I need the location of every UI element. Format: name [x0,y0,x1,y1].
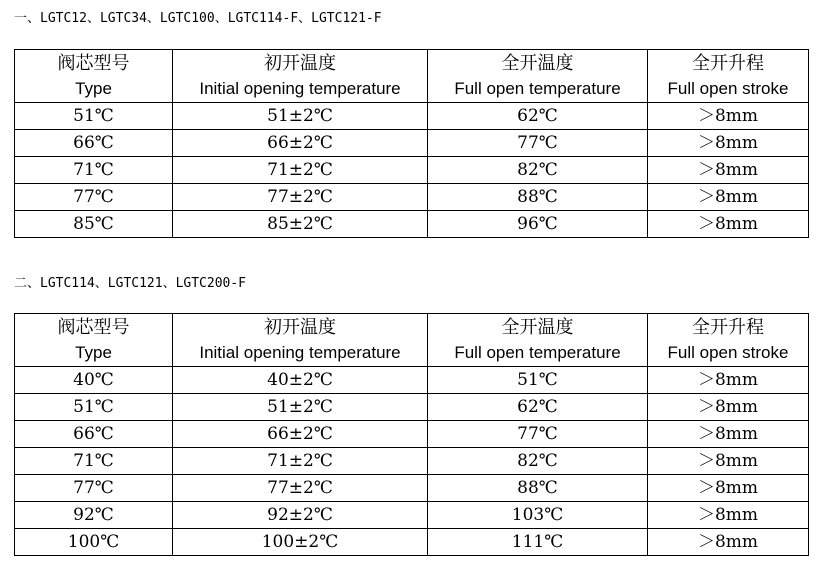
cell-full-open-stroke: ＞8mm [648,103,809,130]
cell-full-open-temperature: 77℃ [428,130,648,157]
column-header-initial-opening-temperature [173,314,428,367]
cell-type: 77℃ [15,475,173,502]
cell-full-open-stroke: ＞8mm [648,184,809,211]
section-2-caption: 二、LGTC114、LGTC121、LGTC200-F [14,276,247,291]
table-row [15,184,809,211]
cell-initial-opening-temperature: 100±2℃ [173,529,428,556]
column-header-cn: 全开升程 [692,53,764,74]
cell-full-open-temperature: 62℃ [428,103,648,130]
cell-type: 71℃ [15,157,173,184]
cell-initial-opening-temperature: 71±2℃ [173,448,428,475]
cell-full-open-temperature: 51℃ [428,367,648,394]
column-header-en: Type [75,79,112,98]
cell-full-open-stroke: ＞8mm [648,394,809,421]
cell-full-open-stroke: ＞8mm [648,130,809,157]
column-header-cn: 初开温度 [264,53,336,74]
table-header-row [15,50,809,103]
table-row [15,103,809,130]
column-header-type [15,314,173,367]
column-header-cn: 全开温度 [501,317,574,338]
cell-type: 51℃ [15,103,173,130]
cell-full-open-stroke: ＞8mm [648,367,809,394]
cell-full-open-temperature: 82℃ [428,157,648,184]
column-header-cn: 阀芯型号 [57,53,130,74]
column-header-cn: 阀芯型号 [57,317,130,338]
cell-type: 77℃ [15,184,173,211]
column-header-cn: 全开温度 [501,53,574,74]
cell-initial-opening-temperature: 51±2℃ [173,394,428,421]
column-header-type [15,50,173,103]
cell-full-open-temperature: 88℃ [428,184,648,211]
cell-initial-opening-temperature: 77±2℃ [173,184,428,211]
cell-full-open-stroke: ＞8mm [648,502,809,529]
table-row [15,475,809,502]
cell-type: 40℃ [15,367,173,394]
spec-table-1 [14,49,809,238]
column-header-en: Initial opening temperature [199,343,401,362]
table-row [15,529,809,556]
cell-full-open-stroke: ＞8mm [648,211,809,238]
cell-type: 71℃ [15,448,173,475]
cell-full-open-temperature: 111℃ [428,529,648,556]
column-header-en: Full open temperature [454,343,621,362]
column-header-en: Full open temperature [454,79,621,98]
cell-type: 85℃ [15,211,173,238]
column-header-en: Type [75,343,112,362]
cell-full-open-stroke: ＞8mm [648,157,809,184]
table-row [15,448,809,475]
cell-initial-opening-temperature: 66±2℃ [173,130,428,157]
cell-full-open-stroke: ＞8mm [648,421,809,448]
cell-full-open-stroke: ＞8mm [648,475,809,502]
cell-initial-opening-temperature: 92±2℃ [173,502,428,529]
cell-initial-opening-temperature: 71±2℃ [173,157,428,184]
spec-table-2 [14,313,809,556]
table-header-row [15,314,809,367]
cell-full-open-stroke: ＞8mm [648,529,809,556]
cell-type: 92℃ [15,502,173,529]
cell-initial-opening-temperature: 40±2℃ [173,367,428,394]
cell-type: 66℃ [15,421,173,448]
cell-initial-opening-temperature: 66±2℃ [173,421,428,448]
cell-full-open-temperature: 88℃ [428,475,648,502]
cell-initial-opening-temperature: 77±2℃ [173,475,428,502]
column-header-cn: 初开温度 [264,317,336,338]
section-1-caption: 一、LGTC12、LGTC34、LGTC100、LGTC114-F、LGTC121-F [14,11,382,26]
column-header-en: Initial opening temperature [199,79,401,98]
cell-initial-opening-temperature: 51±2℃ [173,103,428,130]
column-header-full-open-stroke [648,50,809,103]
cell-full-open-temperature: 77℃ [428,421,648,448]
table-row [15,421,809,448]
column-header-full-open-temperature [428,50,648,103]
cell-type: 51℃ [15,394,173,421]
column-header-initial-opening-temperature [173,50,428,103]
column-header-en: Full open stroke [667,343,789,362]
cell-full-open-temperature: 103℃ [428,502,648,529]
cell-initial-opening-temperature: 85±2℃ [173,211,428,238]
cell-full-open-temperature: 82℃ [428,448,648,475]
table-row [15,367,809,394]
table-row [15,157,809,184]
cell-type: 100℃ [15,529,173,556]
table-row [15,211,809,238]
cell-full-open-temperature: 96℃ [428,211,648,238]
table-row [15,502,809,529]
column-header-cn: 全开升程 [692,317,764,338]
cell-type: 66℃ [15,130,173,157]
column-header-full-open-temperature [428,314,648,367]
table-row [15,394,809,421]
cell-full-open-temperature: 62℃ [428,394,648,421]
table-row [15,130,809,157]
column-header-en: Full open stroke [667,79,789,98]
cell-full-open-stroke: ＞8mm [648,448,809,475]
column-header-full-open-stroke [648,314,809,367]
